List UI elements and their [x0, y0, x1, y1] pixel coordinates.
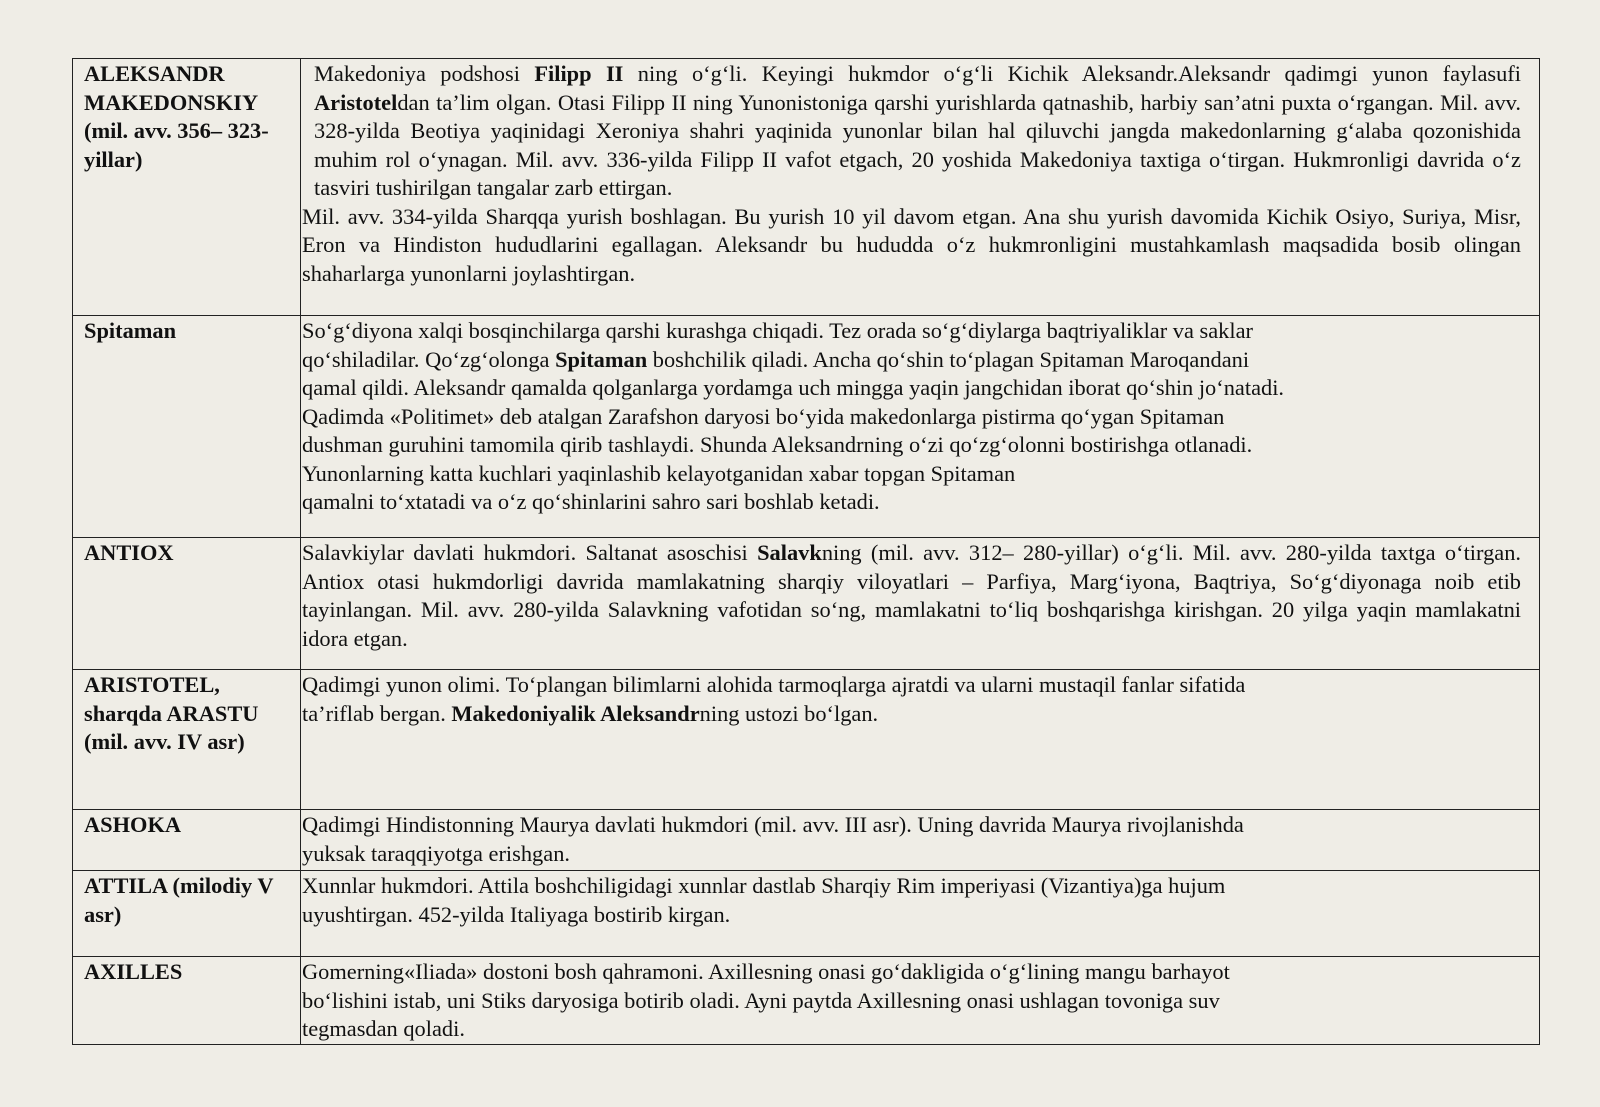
description-paragraph [302, 539, 1521, 653]
text-run: yuksak taraqqiyotga erishgan. [302, 840, 570, 866]
text-line [302, 987, 1521, 1016]
table-row [73, 810, 1540, 871]
term-cell: ANTIOX [73, 538, 301, 670]
emphasized-text: Filipp II [534, 61, 624, 86]
term-cell: ATTILA (milodiy V asr) [73, 871, 301, 957]
table-row [73, 670, 1540, 810]
text-run: boshchilik qiladi. Ancha qo‘shin to‘plagan Spitaman Maroqandani [647, 346, 1250, 372]
text-run: ning o‘g‘li. Keyingi hukmdor o‘g‘li Kichik Aleksandr.Aleksandr qadimgi yunon faylasufi [623, 61, 1521, 86]
text-run: qamalni to‘xtatadi va o‘z qo‘shinlarini sahro sari boshlab ketadi. [302, 489, 880, 514]
text-line [302, 1015, 1521, 1044]
text-run: ning ustozi bo‘lgan. [699, 700, 879, 726]
table-row [73, 538, 1540, 670]
text-run: Gomerning«Iliada» dostoni bosh qahramoni. Axillesning onasi go‘dakligida o‘g‘lining mangu barhayot [302, 959, 1230, 984]
text-run: Makedoniya podshosi [314, 61, 535, 86]
text-run: So‘g‘diyona xalqi bosqinchilarga qarshi kurashga chiqadi. Tez orada so‘g‘diylarga baqtriyaliklar va saklar [302, 318, 1253, 343]
text-line [302, 488, 1521, 517]
text-run: Qadimda «Politimet» deb atalgan Zarafshon daryosi bo‘yida makedonlarga pistirma qo‘ygan Spitaman [302, 403, 1225, 429]
text-line [302, 671, 1521, 700]
text-run: qo‘shiladilar. Qo‘zg‘olonga [302, 346, 556, 372]
table-row [73, 957, 1540, 1045]
text-line [302, 460, 1521, 489]
text-line [302, 431, 1521, 460]
term-cell: Spitaman [73, 316, 301, 538]
description-cell [301, 810, 1540, 871]
text-run: Yunonlarning katta kuchlari yaqinlashib kelayotganidan xabar topgan Spitaman [302, 460, 1016, 486]
emphasized-text: Spitaman [555, 346, 648, 372]
text-run: tegmasdan qoladi. [302, 1016, 465, 1041]
description-cell [301, 957, 1540, 1045]
text-run: Qadimgi yunon olimi. To‘plangan bilimlarni alohida tarmoqlarga ajratdi va ularni mustaqil fanlar sifatida [302, 672, 1246, 697]
text-run: Salavkiylar davlati hukmdori. Saltanat asoschisi [302, 540, 758, 565]
text-run: dushman guruhini tamomila qirib tashlaydi. Shunda Aleksandrning o‘zi qo‘zg‘olonni bostirishga otlanadi. [302, 432, 1253, 457]
text-line [302, 403, 1521, 432]
text-line [302, 958, 1521, 987]
text-line [302, 872, 1521, 901]
text-run: bo‘lishini istab, uni Stiks daryosiga botirib oladi. Ayni paytda Axillesning onasi ushlagan tovoniga suv [302, 987, 1220, 1013]
text-line [302, 901, 1521, 930]
description-cell [301, 59, 1540, 316]
text-line [302, 374, 1521, 403]
emphasized-text: Makedoniyalik Aleksandr [451, 700, 700, 726]
text-line [302, 317, 1521, 346]
emphasized-text: Aristotel [314, 89, 398, 115]
text-run: ning (mil. avv. 312– 280-yillar) o‘g‘li. Mil. avv. 280-yilda taxtga o‘tirgan. Antiox otasi hukmdorligi davrida mamlakatning sharqiy viloyatlari – Parfiya, Marg‘iyona, Baqtriya, So‘g‘diyonaga noib etib tayinlangan. Mil. avv. 280-yilda Salavkning vafotidan so‘ng, mamlakatni to‘liq boshqarishga kirishgan. 20 yilga yaqin mamlakatni idora etgan. [302, 540, 1521, 651]
text-run: ta’riflab bergan. [302, 700, 452, 726]
term-cell: ASHOKA [73, 810, 301, 871]
text-run: Qadimgi Hindistonning Maurya davlati hukmdori (mil. avv. III asr). Uning davrida Maurya rivojlanishda [302, 812, 1244, 837]
text-run: qamal qildi. Aleksandr qamalda qolganlarga yordamga uch mingga yaqin jangchidan iborat qo‘shin jo‘natadi. [302, 375, 1285, 400]
text-run: uyushtirgan. 452-yilda Italiyaga bostirib kirgan. [302, 901, 731, 927]
text-run: dan ta’lim olgan. Otasi Filipp II ning Yunonistoniga qarshi yurishlarda qatnashib, harbiy san’atni puxta o‘rgangan. Mil. avv. 328-yilda Beotiya yaqinidagi Xeroniya shahri yaqinida yunonlar bilan hal qiluvchi jangda makedonlarning g‘alaba qozonishida muhim rol o‘ynagan. Mil. avv. 336-yilda Filipp II vafot etgach, 20 yoshida Makedoniya taxtiga o‘tirgan. Hukmronligi davrida o‘z tasviri tushirilgan tangalar zarb ettirgan. [314, 89, 1521, 200]
description-cell [301, 871, 1540, 957]
description-cell [301, 316, 1540, 538]
text-line [302, 700, 1521, 729]
description-paragraph [302, 60, 1521, 203]
term-cell: ALEKSANDR MAKEDONSKIY (mil. avv. 356– 323- yillar) [73, 59, 301, 316]
description-cell [301, 538, 1540, 670]
glossary-table [72, 58, 1540, 1045]
text-line [302, 346, 1521, 375]
text-run: Xunnlar hukmdori. Attila boshchiligidagi xunnlar dastlab Sharqiy Rim imperiyasi (Vizantiya)ga hujum [302, 873, 1226, 898]
description-paragraph: Mil. avv. 334-yilda Sharqqa yurish boshlagan. Bu yurish 10 yil davom etgan. Ana shu yurish davomida Kichik Osiyo, Suriya, Misr, Eron va Hindiston hududlarini egallagan. Aleksandr bu hududda o‘z hukmronligini mustahkamlash maqsadida bosib olingan shaharlarga yunonlarni joylashtirgan. [302, 203, 1521, 286]
term-cell: ARISTOTEL, sharqda ARASTU (mil. avv. IV asr) [73, 670, 301, 810]
table-row [73, 871, 1540, 957]
description-cell [301, 670, 1540, 810]
emphasized-text: Salavk [757, 540, 822, 565]
table-row [73, 59, 1540, 316]
term-cell: AXILLES [73, 957, 301, 1045]
table-row [73, 316, 1540, 538]
text-line [302, 840, 1521, 869]
text-line [302, 811, 1521, 840]
